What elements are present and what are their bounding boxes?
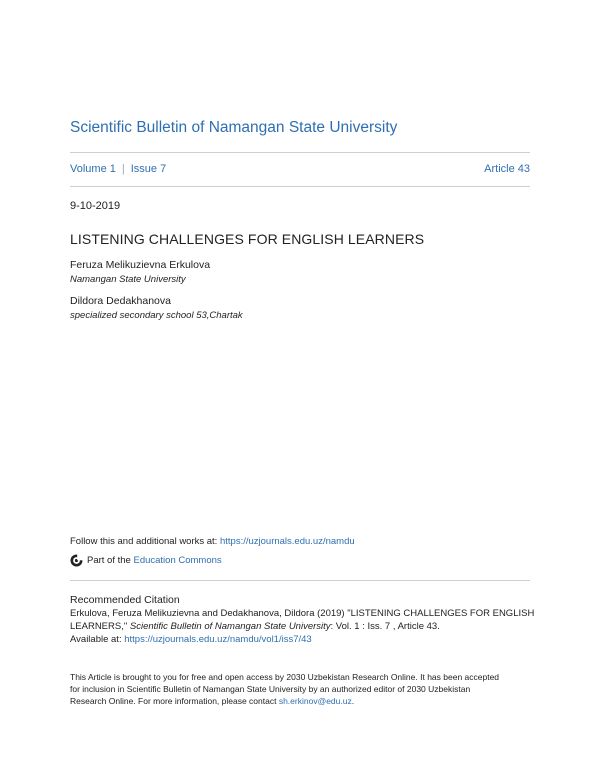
citation-block: [70, 607, 535, 646]
author-affiliation: Namangan State University: [70, 274, 186, 285]
follow-text: Follow this and additional works at:: [70, 536, 220, 547]
top-divider: [70, 152, 530, 153]
part-of-line: [70, 554, 222, 567]
separator: |: [121, 163, 125, 175]
footer-line: [70, 695, 532, 707]
issue-link[interactable]: Issue 7: [130, 163, 167, 175]
repository-link[interactable]: https://uzjournals.edu.uz/namdu: [219, 536, 355, 547]
author-affiliation: specialized secondary school 53,Chartak: [70, 310, 243, 321]
creative-commons-icon: [70, 554, 83, 567]
citation-line: Erkulova, Feruza Melikuzievna and Dedakhanova, Dildora (2019) "LISTENING CHALLENGES FOR ENGLISH: [70, 608, 535, 619]
citation-line: [70, 620, 532, 633]
volume-issue: [70, 163, 166, 175]
education-commons-link[interactable]: Education Commons: [133, 555, 222, 566]
footer-text: Research Online. For more information, please contact: [70, 696, 279, 706]
article-number-link[interactable]: Article 43: [484, 163, 530, 175]
footer-line: This Article is brought to you for free and open access by 2030 Uzbekistan Research Online. It has been accepted: [70, 672, 500, 682]
journal-title[interactable]: Scientific Bulletin of Namangan State University: [70, 119, 398, 136]
author-name: Feruza Melikuzievna Erkulova: [70, 259, 211, 271]
citation-text: LEARNERS,": [70, 621, 130, 632]
contact-email-link[interactable]: sh.erkinov@edu.uz: [278, 696, 352, 706]
article-title: LISTENING CHALLENGES FOR ENGLISH LEARNERS: [70, 231, 425, 247]
footer-line: for inclusion in Scientific Bulletin of Namangan State University by an authorized editor of 2030 Uzbekistan: [70, 684, 471, 694]
follow-line: [70, 536, 355, 547]
recommended-citation-heading: Recommended Citation: [70, 594, 180, 606]
bottom-divider: [70, 186, 530, 187]
article-url-link[interactable]: https://uzjournals.edu.uz/namdu/vol1/iss7/43: [124, 634, 312, 645]
publication-date: 9-10-2019: [70, 200, 121, 212]
citation-text: : Vol. 1 : Iss. 7 , Article 43.: [330, 621, 440, 632]
citation-line: [70, 633, 532, 646]
part-of-text: Part of the: [87, 555, 131, 566]
citation-journal: Scientific Bulletin of Namangan State University: [129, 621, 331, 632]
footer-text: .: [351, 696, 355, 706]
available-label: Available at:: [70, 634, 125, 645]
issue-line: [70, 163, 530, 175]
citation-divider: [70, 580, 530, 581]
author-name: Dildora Dedakhanova: [70, 295, 171, 307]
footer-notice: [70, 671, 532, 707]
volume-link[interactable]: Volume 1: [70, 163, 116, 175]
